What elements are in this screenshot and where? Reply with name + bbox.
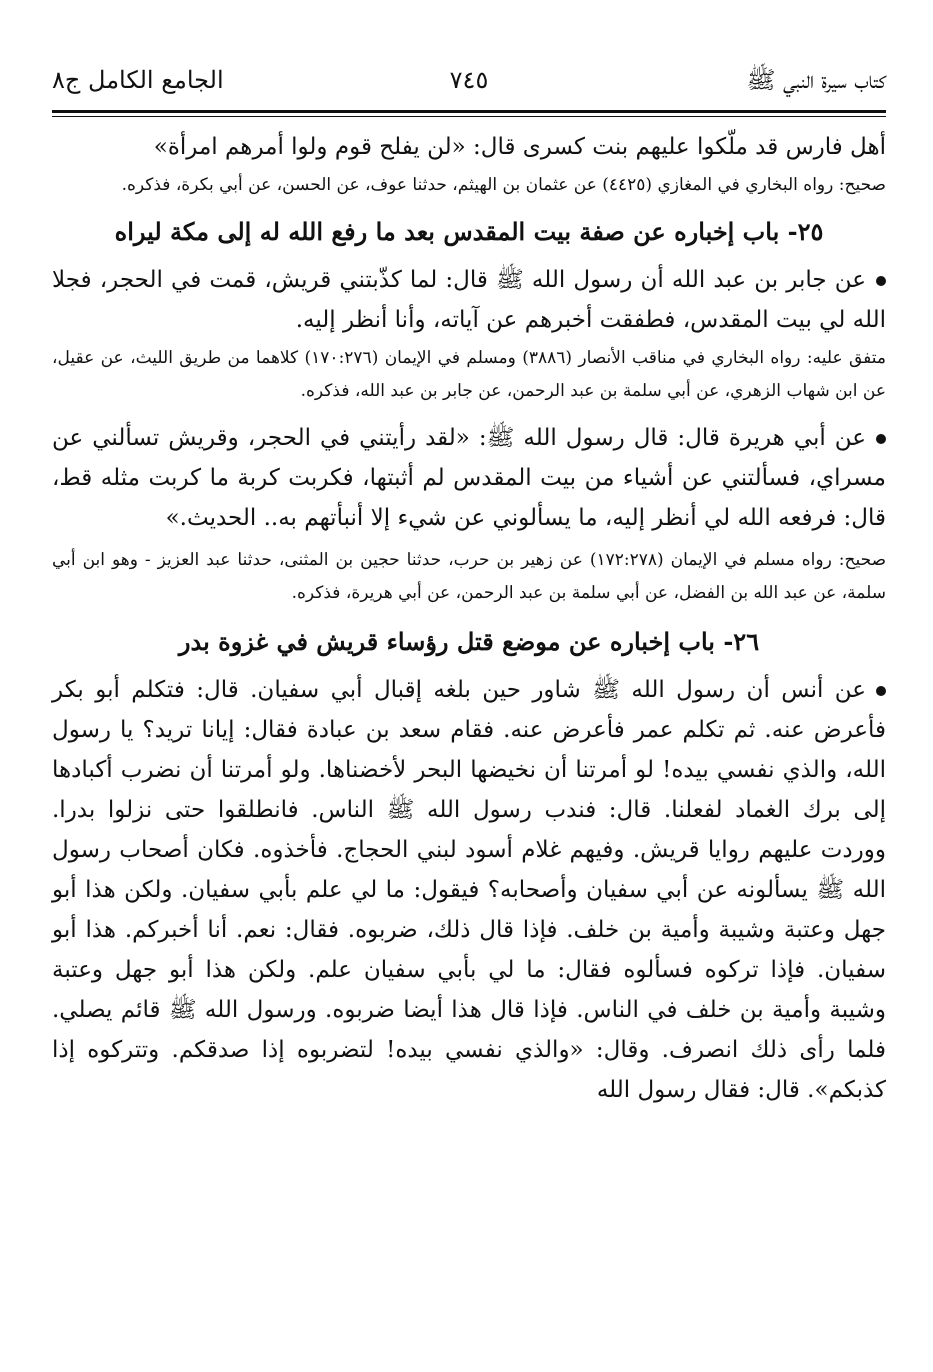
hadith-text <box>52 670 886 1110</box>
bullet-icon <box>876 686 886 696</box>
hadith-text <box>52 260 886 340</box>
hadith-grading-note: متفق عليه: رواه البخاري في مناقب الأنصار (٣٨٨٦) ومسلم في الإيمان (١٧٠:٢٧٦) كلاهما من طريق الليث، عن عقيل، عن ابن شهاب الزهري، عن أبي سلمة بن عبد الرحمن، عن جابر بن عبد الله، فذكره. <box>52 348 886 401</box>
header-rule-thin <box>52 116 886 117</box>
book-title: كتاب سيرة النبي ﷺ <box>746 66 886 94</box>
page-number: ٧٤٥ <box>449 66 489 94</box>
hadith-body: عن أبي هريرة قال: قال رسول الله ﷺ: «لقد رأيتني في الحجر، وقريش تسألني عن مسراي، فسألتني عن أشياء من بيت المقدس لم أثبتها، فكربت كربة ما كربت مثله قط، قال: فرفعه الله لي أنظر إليه، ما يسألوني عن شيء إلا أنبأتهم به.. الحديث.» <box>52 425 886 531</box>
chapter-heading-25: ٢٥- باب إخباره عن صفة بيت المقدس بعد ما رفع الله له إلى مكة ليراه <box>114 217 824 246</box>
page-content <box>52 127 886 1110</box>
hadith-text <box>52 418 886 538</box>
series-title: الجامع الكامل ج٨ <box>52 66 224 94</box>
chapter-heading-26: ٢٦- باب إخباره عن موضع قتل رؤساء قريش في غزوة بدر <box>178 627 760 656</box>
hadith-text-continued: أهل فارس قد ملّكوا عليهم بنت كسرى قال: «لن يفلح قوم ولوا أمرهم امرأة» <box>153 134 886 160</box>
page-header <box>52 58 886 102</box>
hadith-body: عن جابر بن عبد الله أن رسول الله ﷺ قال: لما كذّبتني قريش، قمت في الحجر، فجلا الله لي بيت المقدس، فطفقت أخبرهم عن آياته، وأنا أنظر إليه. <box>52 267 886 333</box>
bullet-icon <box>876 276 886 286</box>
book-page <box>52 58 886 1110</box>
bullet-icon <box>876 434 886 444</box>
hadith-grading-note: صحيح: رواه البخاري في المغازي (٤٤٢٥) عن عثمان بن الهيثم، حدثنا عوف، عن الحسن، عن أبي بكرة، فذكره. <box>121 175 886 195</box>
hadith-body: عن أنس أن رسول الله ﷺ شاور حين بلغه إقبال أبي سفيان. قال: فتكلم أبو بكر فأعرض عنه. ثم تكلم عمر فأعرض عنه. فقام سعد بن عبادة فقال: إيانا تريد؟ يا رسول الله، والذي نفسي بيده! لو أمرتنا أن نخيضها البحر لأخضناها. ولو أمرتنا أن نضرب أكبادها إلى برك الغماد لفعلنا. قال: فندب رسول الله ﷺ الناس. فانطلقوا حتى نزلوا بدرا. ووردت عليهم روايا قريش. وفيهم غلام أسود لبني الحجاج. فأخذوه. فكان أصحاب رسول الله ﷺ يسألونه عن أبي سفيان وأصحابه؟ فيقول: ما لي علم بأبي سفيان. ولكن هذا أبو جهل وعتبة وشيبة وأمية بن خلف. فإذا قال ذلك، ضربوه. فقال: نعم. أنا أخبركم. هذا أبو سفيان. فإذا تركوه فسألوه فقال: ما لي بأبي سفيان علم. ولكن هذا أبو جهل وعتبة وشيبة وأمية بن خلف في الناس. فإذا قال هذا أيضا ضربوه. ورسول الله ﷺ قائم يصلي. فلما رأى ذلك انصرف. وقال: «والذي نفسي بيده! لتضربوه إذا صدقكم. وتتركوه إذا كذبكم». قال: فقال رسول الله <box>52 677 886 1103</box>
hadith-grading-note: صحيح: رواه مسلم في الإيمان (١٧٢:٢٧٨) عن زهير بن حرب، حدثنا حجين بن المثنى، حدثنا عبد العزيز - وهو ابن أبي سلمة، عن عبد الله بن الفضل، عن أبي سلمة بن عبد الرحمن، عن أبي هريرة، فذكره. <box>52 550 887 603</box>
header-rule-thick <box>52 110 886 113</box>
